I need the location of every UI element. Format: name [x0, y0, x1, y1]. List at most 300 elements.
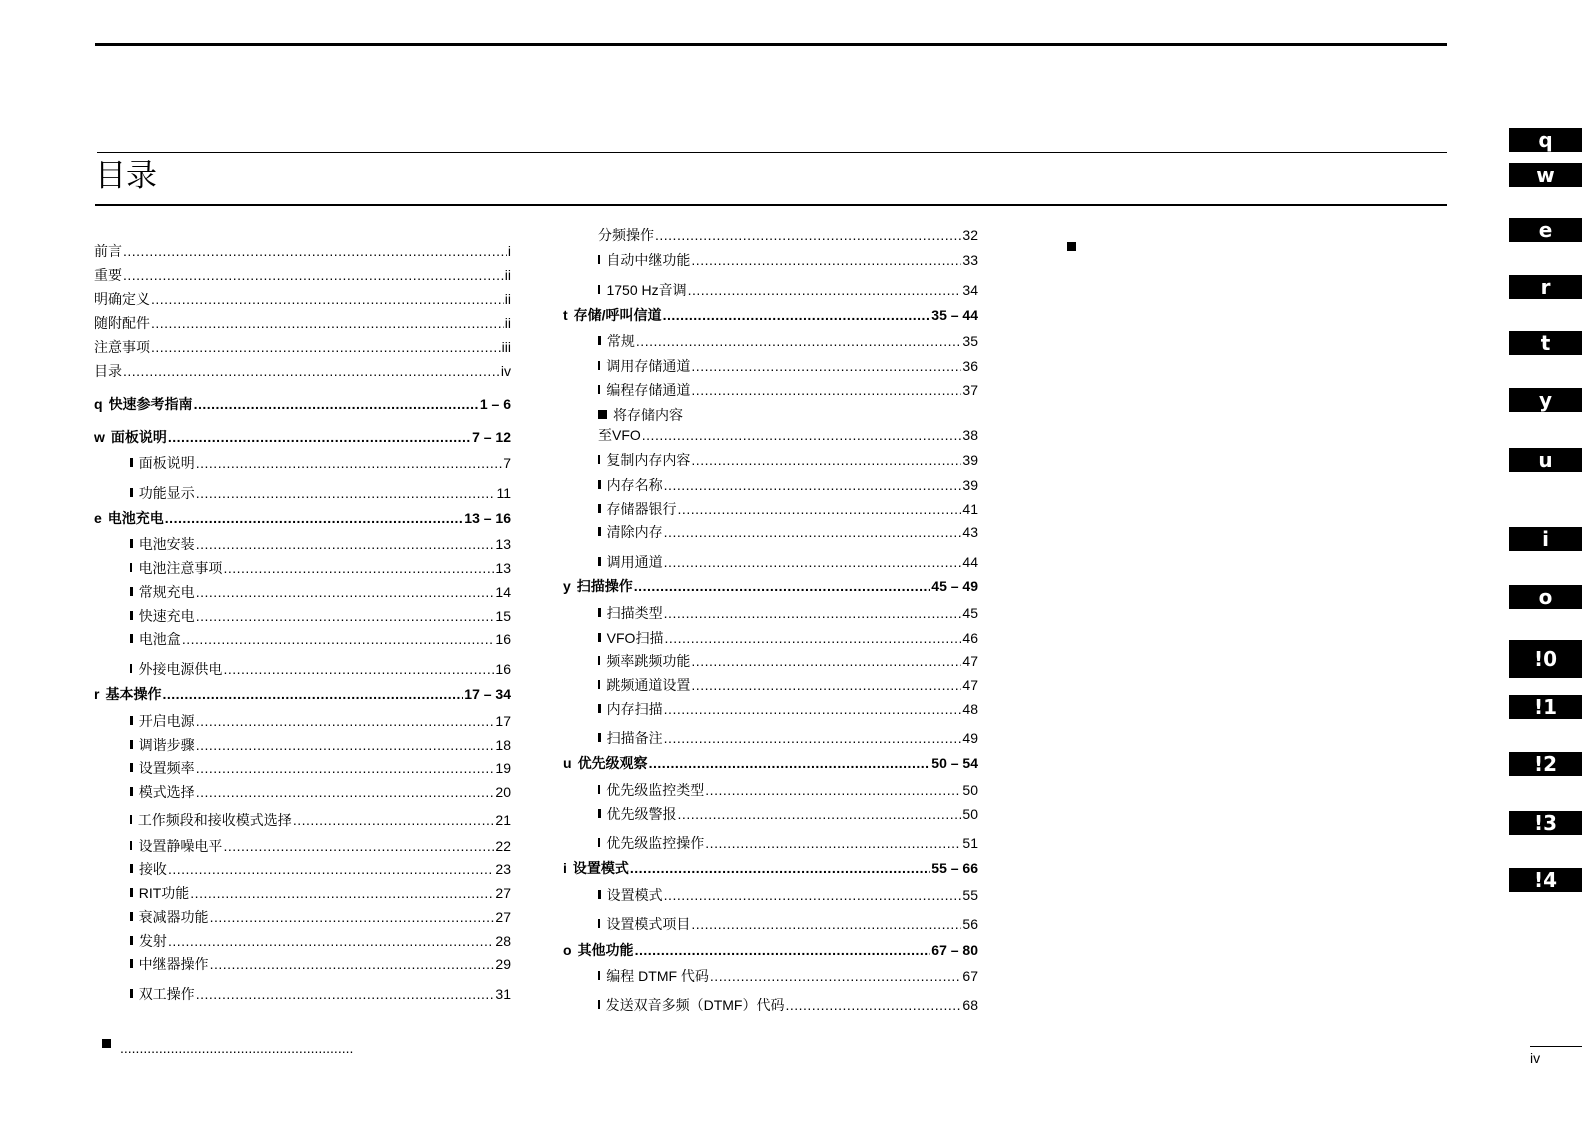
- entry-label: 调用通道: [606, 554, 663, 570]
- bullet-square-icon: [598, 680, 600, 689]
- entry-page: 46: [962, 630, 978, 646]
- chapter-symbol: w: [94, 429, 105, 445]
- entry-page: 43: [962, 524, 978, 540]
- entry-label: 设置模式: [572, 860, 629, 876]
- bullet-square-icon: [598, 504, 601, 513]
- entry-page: 17: [495, 713, 511, 729]
- leader-dots: [691, 652, 961, 670]
- entry-label: 优先级警报: [606, 806, 677, 822]
- entry-page: 23: [495, 861, 511, 877]
- toc-col1-entry: [130, 884, 511, 902]
- entry-label: 开启电源: [138, 713, 195, 729]
- entry-page: 22: [495, 838, 511, 854]
- entry-label: 其他功能: [577, 942, 634, 958]
- entry-label: 自动中继功能: [606, 252, 691, 268]
- leader-dots: [194, 395, 479, 413]
- toc-col2-entry: [563, 941, 978, 959]
- bullet-square-icon: [130, 664, 132, 673]
- chapter-tab[interactable]: r: [1509, 275, 1582, 299]
- toc-col2-entry: [598, 805, 978, 823]
- leader-dots: [151, 290, 504, 308]
- toc-col1-entry: [94, 290, 511, 308]
- chapter-tab[interactable]: t: [1509, 331, 1582, 355]
- leader-dots: [196, 736, 495, 754]
- entry-page: 55 – 66: [931, 860, 978, 876]
- toc-col1-entry: [130, 811, 511, 829]
- entry-page: 44: [962, 554, 978, 570]
- entry-page: 37: [962, 382, 978, 398]
- leader-dots: [196, 454, 502, 472]
- toc-col1-entry: [130, 736, 511, 754]
- bullet-square-icon: [130, 716, 133, 725]
- toc-col2-entry: [598, 729, 978, 747]
- bullet-square-icon: [130, 959, 133, 968]
- leader-dots: [691, 251, 961, 269]
- entry-page: 20: [495, 784, 511, 800]
- entry-label: 重要: [94, 267, 122, 283]
- leader-dots: [223, 837, 494, 855]
- bullet-square-icon: [130, 989, 133, 998]
- top-rule: [95, 43, 1447, 46]
- leader-dots: [168, 860, 494, 878]
- leader-dots: [196, 783, 495, 801]
- entry-page: 45: [962, 605, 978, 621]
- leader-dots: [123, 242, 507, 260]
- entry-label: 扫描备注: [606, 730, 663, 746]
- chapter-symbol: i: [563, 860, 567, 876]
- entry-label: 分频操作: [598, 227, 654, 243]
- leader-dots: [636, 332, 962, 350]
- entry-label: 扫描类型: [606, 605, 663, 621]
- toc-col2-entry: [563, 754, 978, 772]
- bullet-square-icon: [130, 815, 132, 824]
- toc-col2-entry: [598, 915, 978, 933]
- entry-label: 明确定义: [94, 291, 150, 307]
- entry-label: 优先级监控类型: [606, 782, 705, 798]
- leader-dots: [691, 381, 961, 399]
- toc-col2-entry: [598, 357, 978, 375]
- chapter-tab[interactable]: u: [1509, 448, 1582, 472]
- entry-label: 存储/呼叫信道: [573, 307, 662, 323]
- leader-dots: [664, 476, 962, 494]
- leader-dots: [196, 712, 495, 730]
- entry-page: 38: [962, 427, 978, 443]
- entry-label: 电池充电: [107, 510, 164, 526]
- leader-dots: [182, 630, 495, 648]
- chapter-symbol: e: [94, 510, 102, 526]
- toc-col1-entry: [130, 660, 511, 678]
- bullet-square-icon: [598, 919, 600, 928]
- page-title: 目录: [95, 158, 157, 193]
- entry-label: VFO扫描: [606, 630, 664, 646]
- toc-col1-entry: [94, 685, 511, 703]
- entry-label: 发射: [138, 933, 167, 949]
- entry-page: 47: [962, 653, 978, 669]
- toc-col2-entry: [598, 604, 978, 622]
- leader-dots: [630, 859, 930, 877]
- toc-col2-entry: [563, 577, 978, 595]
- toc-col1-entry: [94, 428, 511, 446]
- bullet-square-icon: [130, 634, 133, 643]
- leader-dots: [691, 676, 961, 694]
- bullet-square-icon: [598, 255, 600, 264]
- entry-page: ii: [504, 291, 511, 307]
- toc-col2-entry: [598, 700, 978, 718]
- toc-col1-entry: [130, 630, 511, 648]
- entry-label: 设置模式: [606, 887, 663, 903]
- bullet-square-icon: [598, 527, 601, 536]
- entry-page: 41: [962, 501, 978, 517]
- entry-label: 设置频率: [138, 760, 195, 776]
- entry-page: 11: [496, 485, 511, 501]
- footer-bullet-icon: [102, 1039, 111, 1048]
- toc-col2-entry: [598, 781, 978, 799]
- entry-page: 36: [962, 358, 978, 374]
- entry-label: 面板说明: [110, 429, 167, 445]
- entry-label: 至VFO: [598, 427, 641, 443]
- entry-label: 衰减器功能: [138, 909, 209, 925]
- toc-col1-entry: [130, 908, 511, 926]
- toc-col1-entry: [130, 712, 511, 730]
- entry-label: 常规充电: [138, 584, 195, 600]
- title-bottom-rule: [95, 204, 1447, 206]
- toc-col1-entry: [130, 985, 511, 1003]
- toc-col2-entry: [598, 281, 978, 299]
- bullet-square-icon: [130, 841, 132, 850]
- toc-col1-entry: [94, 362, 511, 380]
- entry-page: iii: [501, 339, 511, 355]
- toc-col2-entry: [598, 996, 978, 1014]
- leader-dots: [123, 362, 500, 380]
- toc-col2-entry: [598, 476, 978, 494]
- page-number-rule: [1530, 1046, 1582, 1047]
- entry-page: i: [507, 243, 511, 259]
- toc-col2-entry: [598, 332, 978, 350]
- toc-col2-entry: [598, 676, 978, 694]
- entry-label: 设置模式项目: [606, 916, 691, 932]
- toc-col2-entry: [598, 426, 978, 444]
- entry-label: RIT功能: [138, 885, 190, 901]
- leader-dots: [691, 451, 961, 469]
- entry-page: 68: [962, 997, 978, 1013]
- entry-label: 电池注意事项: [138, 560, 223, 576]
- leader-dots: [664, 700, 962, 718]
- toc-col2-entry: [598, 967, 978, 985]
- toc-col2-entry: [598, 629, 978, 647]
- entry-page: 16: [495, 661, 511, 677]
- leader-dots: [196, 607, 495, 625]
- toc-col1-entry: [94, 338, 511, 356]
- leader-dots: [678, 805, 962, 823]
- bullet-square-icon: [598, 410, 607, 419]
- leader-dots: [293, 811, 495, 829]
- bullet-square-icon: [598, 336, 601, 345]
- entry-page: 50 – 54: [931, 755, 978, 771]
- bullet-square-icon: [598, 1000, 600, 1009]
- entry-label: 常规: [606, 333, 635, 349]
- chapter-tab[interactable]: !2: [1509, 752, 1582, 776]
- leader-dots: [663, 306, 931, 324]
- entry-label: 调谐步骤: [138, 737, 195, 753]
- bullet-square-icon: [130, 611, 133, 620]
- leader-dots: [210, 908, 495, 926]
- bullet-square-icon: [598, 785, 600, 794]
- entry-page: 18: [495, 737, 511, 753]
- entry-page: 13: [495, 560, 511, 576]
- entry-label: 中继器操作: [138, 956, 209, 972]
- entry-page: ii: [504, 267, 511, 283]
- leader-dots: [635, 941, 931, 959]
- entry-page: 29: [495, 956, 511, 972]
- toc-col2-entry: [598, 834, 978, 852]
- entry-page: 35: [962, 333, 978, 349]
- bullet-square-icon: [598, 608, 601, 617]
- toc-col2-entry: [598, 451, 978, 469]
- bullet-square-icon: [598, 971, 600, 980]
- entry-label: 编程存储通道: [606, 382, 691, 398]
- page-number: iv: [1530, 1050, 1541, 1066]
- bullet-square-icon: [130, 458, 133, 467]
- toc-col1-entry: [130, 837, 511, 855]
- chapter-tab[interactable]: !3: [1509, 811, 1582, 835]
- bullet-square-icon: [130, 912, 133, 921]
- footer-dots: ............................................................: [120, 1040, 354, 1056]
- bullet-square-icon: [130, 587, 133, 596]
- toc-col1-entry: [130, 484, 511, 502]
- leader-dots: [196, 759, 495, 777]
- bullet-square-icon: [598, 809, 601, 818]
- leader-dots: [664, 604, 962, 622]
- toc-col2-entry: [598, 523, 978, 541]
- toc-col2-entry: [598, 652, 978, 670]
- toc-col1-entry: [94, 242, 511, 260]
- leader-dots: [210, 955, 495, 973]
- leader-dots: [196, 583, 495, 601]
- entry-page: 47: [962, 677, 978, 693]
- bullet-square-icon: [598, 733, 601, 742]
- toc-col1-entry: [130, 955, 511, 973]
- entry-label: 工作频段和接收模式选择: [137, 812, 292, 828]
- toc-col1-entry: [94, 314, 511, 332]
- entry-page: 17 – 34: [464, 686, 511, 702]
- leader-dots: [223, 559, 494, 577]
- leader-dots: [190, 884, 494, 902]
- toc-col1-entry: [130, 454, 511, 472]
- leader-dots: [664, 629, 961, 647]
- leader-dots: [664, 729, 962, 747]
- leader-dots: [655, 226, 961, 244]
- chapter-symbol: u: [563, 755, 572, 771]
- entry-label: 随附配件: [94, 315, 150, 331]
- chapter-tab[interactable]: !0: [1509, 640, 1582, 678]
- entry-label: 内存扫描: [606, 701, 663, 717]
- entry-label: 内存名称: [606, 477, 663, 493]
- leader-dots: [196, 985, 495, 1003]
- entry-label: 功能显示: [138, 485, 195, 501]
- bullet-square-icon: [1067, 242, 1076, 251]
- toc-col2-entry: [598, 381, 978, 399]
- bullet-square-icon: [130, 936, 133, 945]
- toc-col2-entry: [598, 886, 978, 904]
- entry-page: 19: [495, 760, 511, 776]
- leader-dots: [168, 428, 471, 446]
- toc-col1-entry: [94, 395, 511, 413]
- toc-col1-entry: [130, 860, 511, 878]
- entry-label: 前言: [94, 243, 122, 259]
- chapter-tab[interactable]: i: [1509, 527, 1582, 551]
- bullet-square-icon: [598, 480, 601, 489]
- chapter-tab[interactable]: w: [1509, 163, 1582, 187]
- entry-page: 67: [962, 968, 978, 984]
- chapter-tab[interactable]: !4: [1509, 868, 1582, 892]
- entry-label: 目录: [94, 363, 122, 379]
- entry-page: 31: [495, 986, 511, 1002]
- toc-col2-entry: [598, 406, 978, 424]
- bullet-square-icon: [598, 633, 601, 642]
- entry-page: 13 – 16: [464, 510, 511, 526]
- toc-col1-entry: [94, 509, 511, 527]
- entry-label: 外接电源供电: [138, 661, 223, 677]
- chapter-tab[interactable]: q: [1509, 128, 1582, 152]
- entry-page: 39: [962, 477, 978, 493]
- toc-col1-entry: [130, 783, 511, 801]
- toc-col1-entry: [130, 559, 511, 577]
- leader-dots: [649, 754, 931, 772]
- chapter-tab[interactable]: !1: [1509, 695, 1582, 719]
- entry-page: 56: [962, 916, 978, 932]
- entry-label: 电池盒: [138, 631, 181, 647]
- entry-page: 14: [495, 584, 511, 600]
- entry-page: 49: [962, 730, 978, 746]
- chapter-symbol: o: [563, 942, 572, 958]
- entry-page: 50: [962, 782, 978, 798]
- bullet-square-icon: [130, 864, 133, 873]
- entry-label: 注意事项: [94, 339, 150, 355]
- entry-page: iv: [500, 363, 511, 379]
- title-top-rule: [97, 152, 1447, 153]
- entry-label: 优先级观察: [577, 755, 648, 771]
- toc-col1-entry: [130, 932, 511, 950]
- bullet-square-icon: [598, 361, 600, 370]
- leader-dots: [691, 915, 961, 933]
- bullet-square-icon: [598, 890, 601, 899]
- leader-dots: [168, 932, 494, 950]
- entry-label: 快速充电: [138, 608, 195, 624]
- leader-dots: [151, 338, 501, 356]
- bullet-square-icon: [598, 704, 601, 713]
- toc-col2-entry: [563, 859, 978, 877]
- entry-label: 双工操作: [138, 986, 195, 1002]
- bullet-square-icon: [130, 763, 133, 772]
- entry-page: 1 – 6: [479, 396, 511, 412]
- entry-label: 设置静噪电平: [138, 838, 223, 854]
- entry-page: 45 – 49: [931, 578, 978, 594]
- leader-dots: [642, 426, 962, 444]
- entry-page: 7 – 12: [472, 429, 511, 445]
- bullet-square-icon: [130, 787, 133, 796]
- chapter-symbol: r: [94, 686, 100, 702]
- entry-page: 32: [962, 227, 978, 243]
- entry-label: 发送双音多频（DTMF）代码: [605, 997, 785, 1013]
- toc-col2-entry: [563, 306, 978, 324]
- leader-dots: [664, 523, 962, 541]
- entry-page: 35 – 44: [931, 307, 978, 323]
- bullet-square-icon: [598, 656, 600, 665]
- entry-page: 50: [962, 806, 978, 822]
- entry-page: 13: [495, 536, 511, 552]
- leader-dots: [664, 553, 962, 571]
- entry-label: 优先级监控操作: [606, 835, 705, 851]
- leader-dots: [678, 500, 962, 518]
- entry-page: ii: [504, 315, 511, 331]
- chapter-symbol: q: [94, 396, 103, 412]
- leader-dots: [162, 685, 463, 703]
- bullet-square-icon: [598, 838, 600, 847]
- entry-label: 将存储内容: [613, 407, 683, 423]
- toc-col1-entry: [94, 266, 511, 284]
- toc-col1-entry: [130, 583, 511, 601]
- chapter-symbol: t: [563, 307, 568, 323]
- leader-dots: [705, 834, 961, 852]
- bullet-square-icon: [598, 455, 600, 464]
- leader-dots: [664, 886, 962, 904]
- chapter-tab[interactable]: o: [1509, 585, 1582, 609]
- entry-page: 21: [495, 812, 511, 828]
- chapter-tab[interactable]: e: [1509, 218, 1582, 242]
- bullet-square-icon: [130, 563, 132, 572]
- entry-page: 67 – 80: [931, 942, 978, 958]
- entry-label: 接收: [138, 861, 167, 877]
- entry-page: 39: [962, 452, 978, 468]
- leader-dots: [223, 660, 494, 678]
- chapter-symbol: y: [563, 578, 571, 594]
- entry-label: 模式选择: [138, 784, 195, 800]
- leader-dots: [710, 967, 962, 985]
- entry-label: 清除内存: [606, 524, 663, 540]
- leader-dots: [691, 357, 961, 375]
- entry-label: 调用存储通道: [606, 358, 691, 374]
- entry-page: 16: [495, 631, 511, 647]
- chapter-tab[interactable]: y: [1509, 388, 1582, 412]
- toc-col1-entry: [130, 607, 511, 625]
- bullet-square-icon: [130, 539, 133, 548]
- toc-col1-entry: [130, 535, 511, 553]
- toc-col1-entry: [130, 759, 511, 777]
- entry-page: 27: [495, 909, 511, 925]
- entry-label: 跳频通道设置: [606, 677, 691, 693]
- entry-page: 51: [962, 835, 978, 851]
- entry-page: 27: [495, 885, 511, 901]
- leader-dots: [151, 314, 504, 332]
- entry-label: 面板说明: [138, 455, 195, 471]
- bullet-square-icon: [598, 285, 600, 294]
- bullet-square-icon: [598, 385, 600, 394]
- bullet-square-icon: [130, 888, 133, 897]
- entry-label: 复制内存内容: [606, 452, 691, 468]
- entry-page: 55: [962, 887, 978, 903]
- entry-label: 基本操作: [105, 686, 162, 702]
- entry-label: 电池安装: [138, 536, 195, 552]
- leader-dots: [785, 996, 961, 1014]
- toc-col2-entry: [598, 226, 978, 244]
- bullet-square-icon: [130, 740, 133, 749]
- entry-page: 15: [495, 608, 511, 624]
- leader-dots: [196, 484, 496, 502]
- leader-dots: [123, 266, 504, 284]
- entry-page: 34: [962, 282, 978, 298]
- entry-page: 28: [495, 933, 511, 949]
- bullet-square-icon: [598, 557, 601, 566]
